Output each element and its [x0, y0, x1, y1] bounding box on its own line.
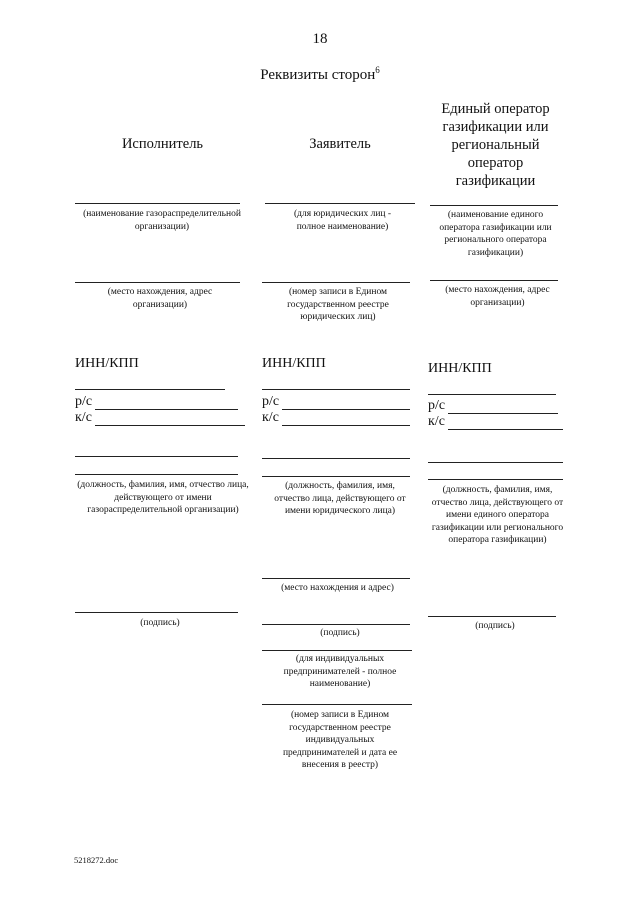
- applicant-name-line: [265, 203, 415, 204]
- applicant-registry-caption: (номер записи в Едином государственном реестре юридических лиц): [287, 287, 389, 322]
- operator-position-line-1: [428, 462, 563, 463]
- operator-rs-field: [428, 398, 558, 414]
- executor-ks-label: к/с: [75, 410, 92, 425]
- applicant-name-caption: (для юридических лиц - полное наименование): [293, 209, 392, 232]
- executor-name-line: [75, 203, 240, 204]
- applicant-ip-name-caption: (для индивидуальных предпринимателей - полное наименование): [283, 654, 397, 689]
- applicant-ks-label: к/с: [262, 410, 279, 425]
- applicant-ip-registry-caption: (номер записи в Едином государственном реестре индивидуальных предпринимателей и дата ее внесения в реестр): [282, 710, 398, 770]
- executor-rs-label: р/с: [75, 394, 93, 409]
- applicant-ip-name-line: [262, 650, 412, 651]
- executor-rs-field: [75, 394, 238, 410]
- executor-position-line-1: [75, 456, 238, 457]
- applicant-heading: Заявитель: [309, 136, 371, 152]
- executor-inn-line: [75, 389, 225, 390]
- executor-signature-line: [75, 612, 238, 613]
- executor-position-caption: (должность, фамилия, имя, отчество лица, действующего от имени газораспределительной организации): [77, 480, 249, 515]
- applicant-inn-label: ИНН/КПП: [262, 356, 326, 371]
- operator-name-caption: (наименование единого оператора газификации или регионального оператора газификации): [439, 210, 552, 258]
- applicant-inn-line: [262, 389, 410, 390]
- applicant-position-caption: (должность, фамилия, имя, отчество лица, действующего от имени юридического лица): [274, 481, 406, 516]
- executor-inn-label: ИНН/КПП: [75, 356, 139, 371]
- operator-rs-label: р/с: [428, 398, 446, 413]
- footer-filename: 5218272.doc: [74, 855, 119, 865]
- applicant-ip-registry-line: [262, 704, 412, 705]
- executor-location-line: [75, 282, 240, 283]
- operator-location-line: [430, 280, 558, 281]
- applicant-location-line: [262, 578, 410, 579]
- operator-signature-line: [428, 616, 556, 617]
- executor-name-caption: (наименование газораспределительной организации): [83, 209, 241, 232]
- applicant-ks-field: [262, 410, 410, 426]
- applicant-signature-caption: (подпись): [320, 628, 360, 638]
- executor-location-caption: (место нахождения, адрес организации): [107, 287, 213, 310]
- applicant-position-line-2: [262, 476, 410, 477]
- operator-signature-caption: (подпись): [475, 621, 515, 631]
- operator-ks-label: к/с: [428, 414, 445, 429]
- operator-position-line-2: [428, 479, 563, 480]
- page-title-text: Реквизиты сторон: [260, 67, 376, 83]
- operator-inn-label: ИНН/КПП: [428, 361, 492, 376]
- page-number: 18: [312, 31, 328, 47]
- operator-name-line: [430, 205, 558, 206]
- operator-heading: Единый оператор газификации или региональный оператор газификации: [441, 101, 550, 189]
- applicant-location-caption: (место нахождения и адрес): [281, 583, 394, 593]
- applicant-registry-line: [262, 282, 410, 283]
- operator-inn-line: [428, 394, 556, 395]
- executor-position-line-2: [75, 474, 238, 475]
- page-title: [0, 65, 640, 84]
- operator-position-caption: (должность, фамилия, имя, отчество лица, действующего от имени единого оператора газификации или регионального оператора газификации): [431, 485, 564, 545]
- applicant-position-line-1: [262, 458, 410, 459]
- executor-ks-field: [75, 410, 245, 426]
- executor-signature-caption: (подпись): [140, 618, 180, 628]
- footnote-marker: 6: [375, 65, 380, 75]
- applicant-signature-line: [262, 624, 410, 625]
- operator-ks-field: [428, 414, 563, 430]
- applicant-rs-field: [262, 394, 410, 410]
- executor-heading: Исполнитель: [121, 136, 204, 152]
- operator-location-caption: (место нахождения, адрес организации): [445, 285, 550, 308]
- applicant-rs-label: р/с: [262, 394, 280, 409]
